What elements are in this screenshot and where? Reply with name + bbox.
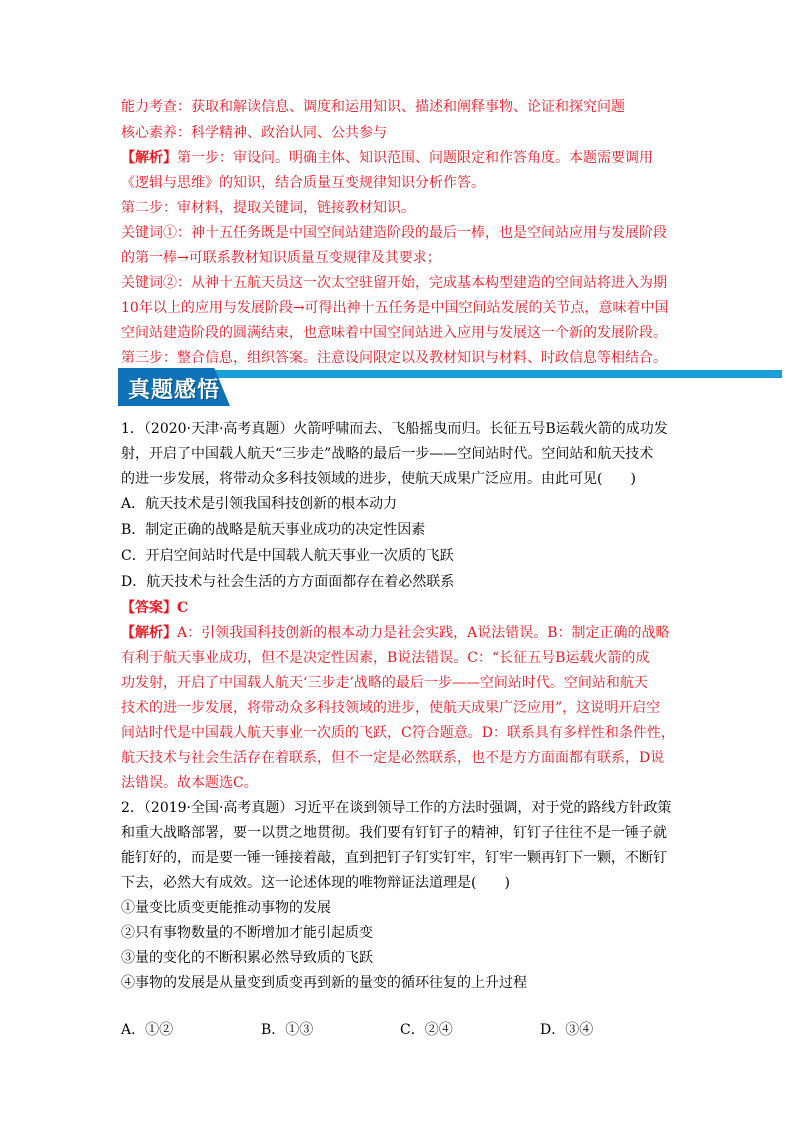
q1-explanation-line-6: 航天技术与社会生活存在着联系，但不一定是必然联系，也不是方方面面都有联系，D说 xyxy=(121,750,665,766)
analysis-step1-line xyxy=(121,149,681,167)
q1-option-b: B．制定正确的战略是航天事业成功的决定性因素 xyxy=(121,522,426,538)
keyword2-line: 关键词②：从神十五航天员这一次太空驻留开始，完成基本构型建造的空间站将进入为期 xyxy=(121,275,667,291)
q2-choice-a: A．①② xyxy=(121,1022,174,1038)
q2-stem-line-1: 2．（2019·全国·高考真题）习近平在谈到领导工作的方法时强调，对于党的路线方针政策 xyxy=(121,800,672,816)
section-banner xyxy=(118,368,782,408)
analysis-step1-text: 第一步：审设问。明确主体、知识范围、问题限定和作答角度。本题需要调用 xyxy=(177,150,653,166)
q1-stem-line-1: 1．（2020·天津·高考真题）火箭呼啸而去、飞船摇曳而归。长征五号B运载火箭的成功发 xyxy=(121,421,668,437)
q1-explanation-line-1 xyxy=(121,624,681,642)
q1-explanation-line-2: 有利于航天事业成功，但不是决定性因素，B说法错误。C：“长征五号B运载火箭的成 xyxy=(121,650,650,666)
q1-option-c: C．开启空间站时代是中国载人航天事业一次质的飞跃 xyxy=(121,548,454,564)
q1-explanation-line-3: 功发射，开启了中国载人航天‘三步走’战略的最后一步——空间站时代。空间站和航天 xyxy=(121,675,648,691)
q2-item-2: ②只有事物数量的不断增加才能引起质变 xyxy=(121,925,373,941)
core-literacy-line: 核心素养：科学精神、政治认同、公共参与 xyxy=(121,125,387,141)
q1-explanation-line-5: 间站时代是中国载人航天事业一次质的飞跃，C符合题意。D：联系具有多样性和条件性， xyxy=(121,725,675,741)
q2-stem-line-4: 下去，必然大有成效。这一论述体现的唯物辩证法道理是( ) xyxy=(121,875,510,891)
keyword2-cont-2: 空间站建造阶段的圆满结束，也意味着中国空间站进入应用与发展这一个新的发展阶段。 xyxy=(121,325,667,341)
q1-option-d: D．航天技术与社会生活的方方面面都存在着必然联系 xyxy=(121,574,455,590)
q1-explanation-line-7: 法错误。故本题选C。 xyxy=(121,775,258,791)
ability-line: 能力考查：获取和解读信息、调度和运用知识、描述和阐释事物、论证和探究问题 xyxy=(121,99,625,115)
q1-explanation-text: A：引领我国科技创新的根本动力是社会实践，A说法错误。B：制定正确的战略 xyxy=(177,625,670,641)
q2-stem-line-2: 和重大战略部署，要一以贯之地贯彻。我们要有钉钉子的精神，钉钉子往往不是一锤子就 xyxy=(121,825,667,841)
q1-stem-line-2: 射，开启了中国载人航天“三步走”战略的最后一步——空间站时代。空间站和航天技术 xyxy=(121,446,654,462)
analysis-step3-line: 第三步：整合信息，组织答案。注意设问限定以及教材知识与材料、时政信息等相结合。 xyxy=(121,350,667,366)
q1-stem-line-3: 的进一步发展，将带动众多科技领域的进步，使航天成果广泛应用。由此可见( ) xyxy=(121,471,636,487)
q1-option-a: A．航天技术是引领我国科技创新的根本动力 xyxy=(121,496,398,512)
q1-explanation-line-4: 技术的进一步发展，将带动众多科技领域的进步，使航天成果广泛应用”，这说明开启空 xyxy=(121,700,661,716)
q2-item-3: ③量的变化的不断积累必然导致质的飞跃 xyxy=(121,950,373,966)
q1-answer: 【答案】C xyxy=(121,600,189,616)
q2-choice-c: C．②④ xyxy=(400,1022,453,1038)
analysis-tag: 【解析】 xyxy=(121,150,177,166)
keyword1-cont: 的第一棒→可联系教材知识质量互变规律及其要求； xyxy=(121,250,441,266)
q2-choice-d: D．③④ xyxy=(540,1022,594,1038)
section-title: 真题感悟 xyxy=(128,378,221,403)
analysis-step1-cont: 《逻辑与思维》的知识，结合质量互变规律知识分析作答。 xyxy=(121,175,485,191)
keyword2-cont-1: 10年以上的应用与发展阶段→可得出神十五任务是中国空间站发展的关节点，意味着中国 xyxy=(121,300,669,316)
q1-explanation-tag: 【解析】 xyxy=(121,625,177,641)
q2-choice-b: B．①③ xyxy=(261,1022,314,1038)
keyword1-line: 关键词①：神十五任务既是中国空间站建造阶段的最后一棒，也是空间站应用与发展阶段 xyxy=(121,225,667,241)
q2-item-1: ①量变比质变更能推动事物的发展 xyxy=(121,900,331,916)
q2-item-4: ④事物的发展是从量变到质变再到新的量变的循环往复的上升过程 xyxy=(121,975,527,991)
analysis-step2-line: 第二步：审材料，提取关键词，链接教材知识。 xyxy=(121,200,415,216)
banner-stripe xyxy=(198,370,782,378)
q2-stem-line-3: 能钉好的，而是要一锤一锤接着敲，直到把钉子钉实钉牢，钉牢一颗再钉下一颗，不断钉 xyxy=(121,850,667,866)
